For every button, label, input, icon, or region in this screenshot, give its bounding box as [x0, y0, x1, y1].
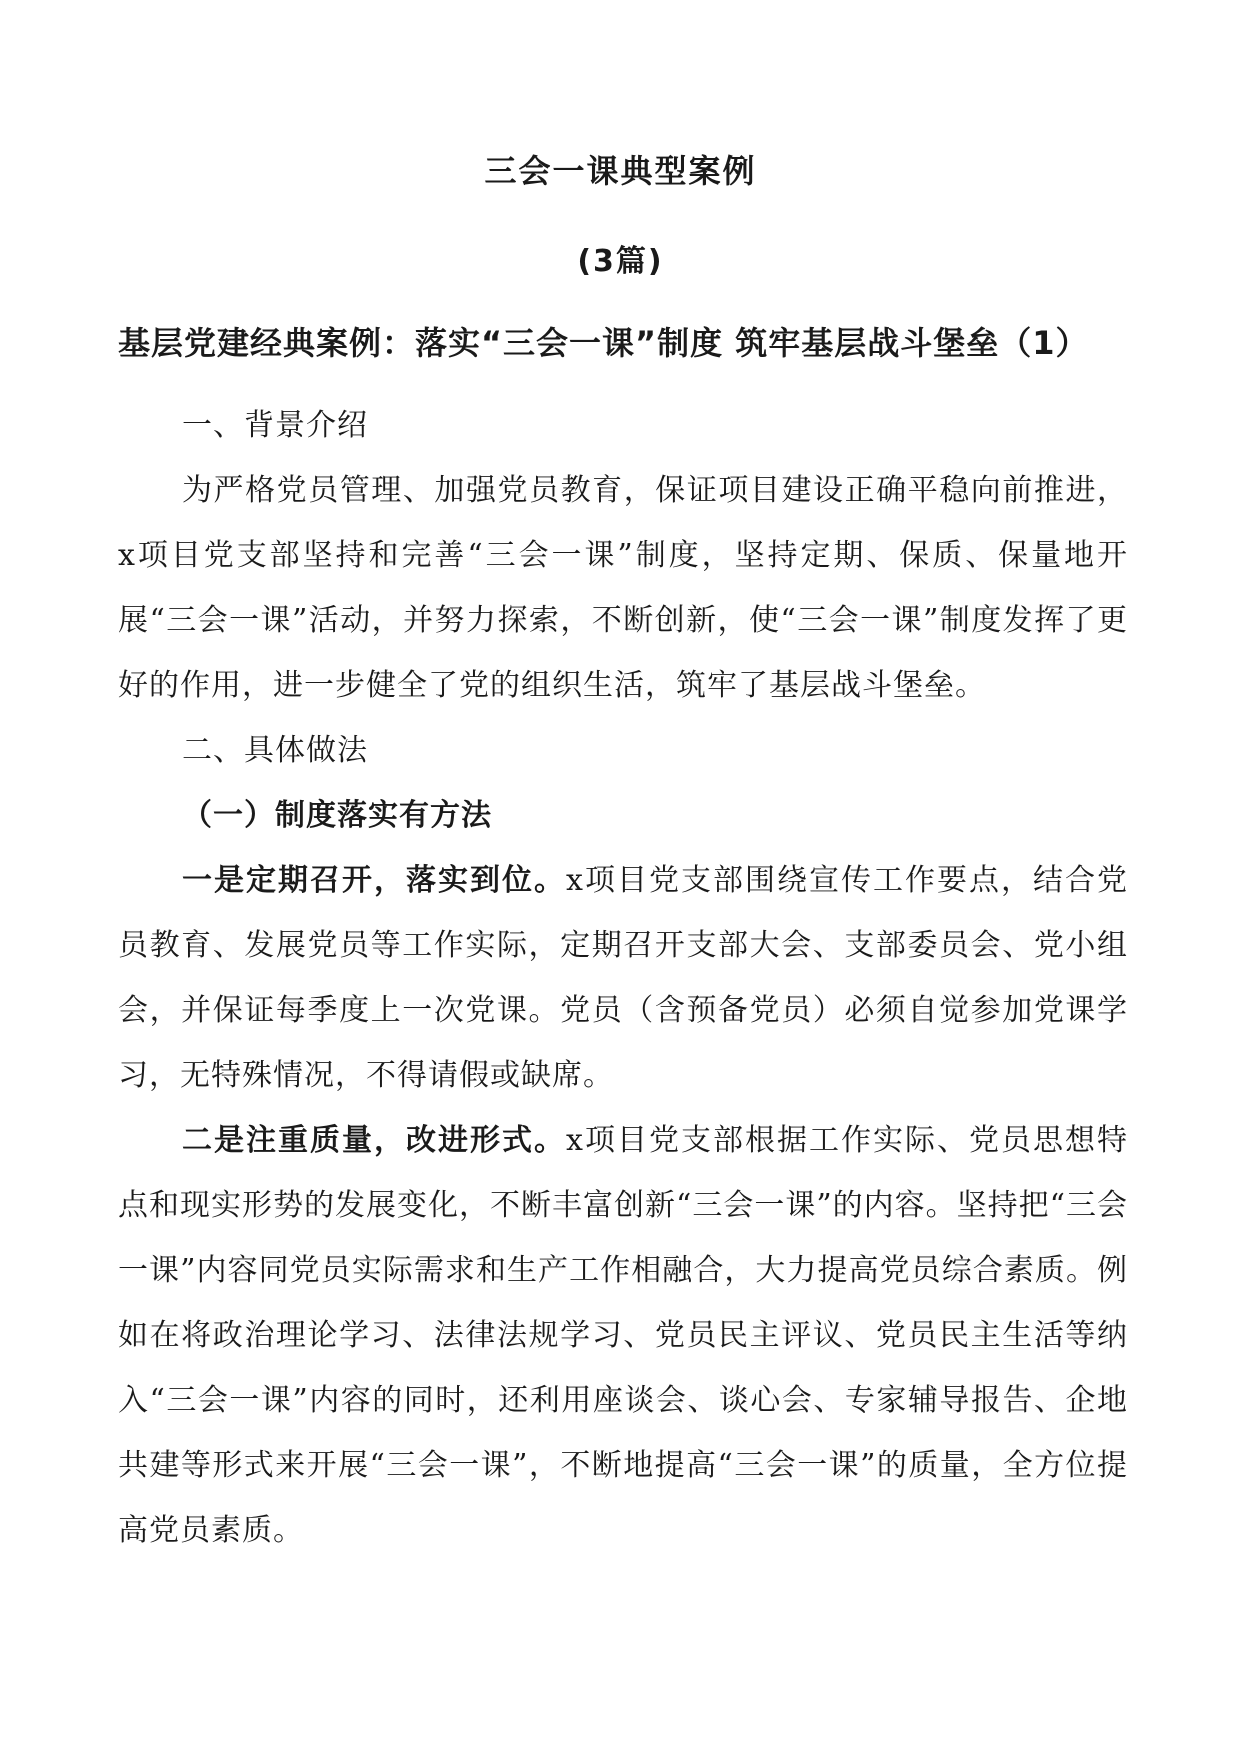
document-subtitle: (3篇)	[577, 244, 664, 279]
paragraph-point-2	[118, 1108, 1128, 1563]
point-2-lead: 二是注重质量，改进形式。	[182, 1123, 567, 1158]
point-1-text: x项目党支部围绕宣传工作要点，结合党员教育、发展党员等工作实际，定期召开支部大会、支部委员会、党小组会，并保证每季度上一次党课。党员（含预备党员）必须自觉参加党课学习，无特殊情况，不得请假或缺席。	[118, 863, 1129, 1093]
case-heading: 基层党建经典案例：落实“三会一课”制度 筑牢基层战斗堡垒（1）	[118, 324, 1089, 362]
subsection-heading: （一）制度落实有方法	[182, 798, 492, 833]
section-heading-background: 一、背景介绍	[182, 408, 368, 443]
document-title: 三会一课典型案例	[484, 152, 757, 190]
section-heading-methods: 二、具体做法	[182, 733, 368, 768]
point-2-text: x项目党支部根据工作实际、党员思想特点和现实形势的发展变化，不断丰富创新“三会一课”的内容。坚持把“三会一课”内容同党员实际需求和生产工作相融合，大力提高党员综合素质。例如在将政治理论学习、法律法规学习、党员民主评议、党员民主生活等纳入“三会一课”内容的同时，还利用座谈会、谈心会、专家辅导报告、企地共建等形式来开展“三会一课”，不断地提高“三会一课”的质量，全方位提高党员素质。	[118, 1123, 1129, 1548]
document-body	[118, 393, 1128, 1563]
point-1-lead: 一是定期召开，落实到位。	[182, 863, 567, 898]
paragraph-background: 为严格党员管理、加强党员教育，保证项目建设正确平稳向前推进，x项目党支部坚持和完善“三会一课”制度，坚持定期、保质、保量地开展“三会一课”活动，并努力探索，不断创新，使“三会一课”制度发挥了更好的作用，进一步健全了党的组织生活，筑牢了基层战斗堡垒。	[118, 473, 1128, 703]
paragraph-point-1	[118, 848, 1128, 1108]
